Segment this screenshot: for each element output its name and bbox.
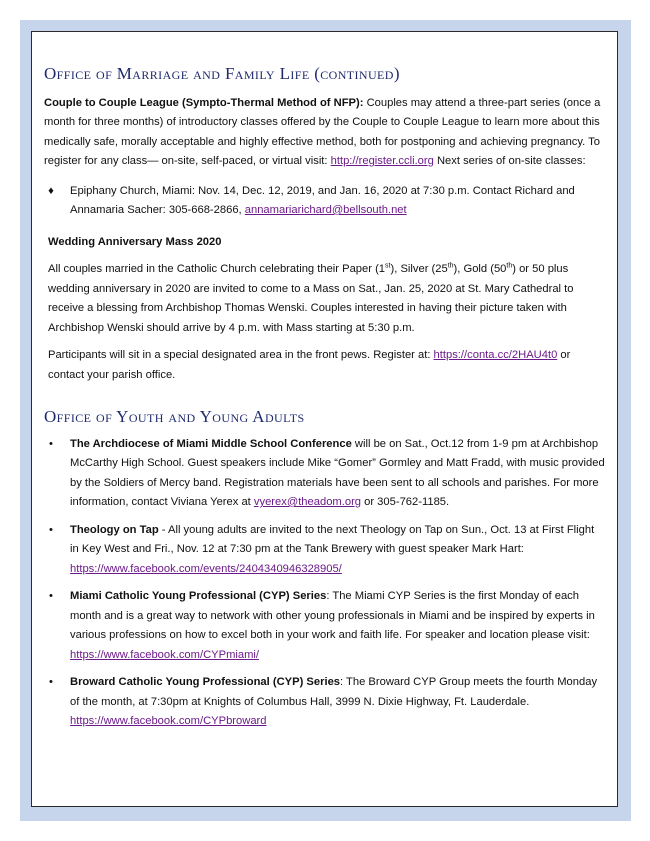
list-item bbox=[44, 587, 605, 665]
event-title: Broward Catholic Young Professional (CYP) Series bbox=[70, 676, 341, 688]
cyp-miami-link[interactable]: https://www.facebook.com/CYPmiami/ bbox=[70, 648, 260, 661]
mass-register-paragraph bbox=[48, 346, 605, 385]
youth-events-list bbox=[44, 435, 605, 732]
bulletin-page bbox=[31, 31, 618, 807]
ccl-paragraph bbox=[44, 94, 605, 172]
ccl-title: Couple to Couple League (Sympto-Thermal Method of NFP): bbox=[44, 96, 364, 109]
ordinal-suffix: st bbox=[385, 262, 391, 270]
event-text: - All young adults are invited to the next Theology on Tap on Sun., Oct. 13 at First Flight in Key West and Fri., Nov. 12 at 7:30 pm at the Tank Brewery with guest speaker Mark Hart: bbox=[70, 523, 595, 555]
sacher-email-link[interactable]: annamariarichard@bellsouth.net bbox=[244, 204, 407, 216]
event-after: or 305-762-1185. bbox=[361, 496, 450, 508]
bullet-icon: • bbox=[49, 437, 53, 450]
mass-register-after: or contact your parish office. bbox=[48, 349, 571, 381]
event-text: will be on Sat., Oct.12 from 1-9 pm at Archbishop McCarthy High School. Guest speakers include Mike “Gomer” Gormley and Matt Fradd, with music provided by the Soldiers of Mercy band. Registration materials have been sent to all schools and parishes. For more information, contact Viviana Yerex at bbox=[70, 437, 605, 508]
mass-register-link[interactable]: https://conta.cc/2HAU4t0 bbox=[433, 349, 558, 361]
yerex-email-link[interactable]: vyerex@theadom.org bbox=[253, 496, 362, 508]
mass-text-part: ) or 50 plus wedding anniversary in 2020 are invited to come to a Mass on Sat., Jan. 25, 2020 at St. Mary Cathedral to receive a blessing from Archbishop Thomas Wenski. Couples interested in having their picture taken with Archbishop Wenski should arrive by 4 p.m. with Mass starting at 5:30 p.m. bbox=[48, 263, 574, 334]
diamond-bullet-icon: ♦ bbox=[48, 184, 54, 197]
list-item bbox=[44, 182, 605, 221]
ccl-after-text: Next series of on-site classes: bbox=[433, 155, 586, 167]
event-title: The Archdiocese of Miami Middle School Conference bbox=[70, 437, 352, 450]
youth-section-heading: Office of Youth and Young Adults bbox=[44, 407, 305, 426]
mass-text-part: ), Silver (25 bbox=[390, 263, 448, 275]
bullet-icon: • bbox=[49, 523, 53, 536]
event-title: Theology on Tap bbox=[70, 523, 159, 536]
anniversary-mass-paragraph bbox=[48, 260, 605, 338]
anniversary-mass-heading: Wedding Anniversary Mass 2020 bbox=[48, 235, 222, 248]
mass-register-text: Participants will sit in a special designated area in the front pews. Register at: bbox=[48, 349, 434, 361]
bullet-icon: • bbox=[49, 590, 53, 602]
ordinal-suffix: th bbox=[506, 262, 513, 270]
bullet-icon: • bbox=[49, 676, 53, 688]
event-text: : The Miami CYP Series is the first Monday of each month and is a great way to network with other young professionals in Miami and be inspired by experts in various professions on how to excel both in your work and faith life. For speaker and location please visit: bbox=[70, 590, 595, 641]
mass-text-part: All couples married in the Catholic Church celebrating their Paper (1 bbox=[48, 263, 386, 275]
list-item bbox=[44, 521, 605, 580]
ccl-register-link[interactable]: http://register.ccli.org bbox=[330, 155, 434, 167]
event-title: Miami Catholic Young Professional (CYP) Series bbox=[70, 590, 327, 602]
mass-text-part: ), Gold (50 bbox=[453, 263, 507, 275]
ordinal-suffix: th bbox=[447, 262, 454, 270]
marriage-section-heading: Office of Marriage and Family Life (continued) bbox=[44, 64, 400, 83]
theology-on-tap-link[interactable]: https://www.facebook.com/events/2404340946328905/ bbox=[70, 562, 342, 575]
cyp-broward-link[interactable]: https://www.facebook.com/CYPbroward bbox=[70, 715, 267, 727]
ccl-text: Couples may attend a three-part series (once a month for three months) of introductory classes offered by the Couple to Couple League to learn more about this medically safe, morally acceptable and highly effective method, both for postponing and achieving pregnancy. To register for any class— on-site, self-paced, or virtual visit: bbox=[44, 96, 601, 167]
list-item bbox=[44, 435, 605, 513]
ccl-class-list bbox=[44, 182, 605, 221]
epiphany-class-text: Epiphany Church, Miami: Nov. 14, Dec. 12, 2019, and Jan. 16, 2020 at 7:30 p.m. Contact Richard and Annamaria Sacher: 305-668-2866, bbox=[70, 184, 575, 216]
list-item bbox=[44, 673, 605, 732]
event-text: : The Broward CYP Group meets the fourth Monday of the month, at 7:30pm at Knights of Columbus Hall, 3999 N. Dixie Highway, Ft. Lauderdale. bbox=[70, 676, 598, 708]
